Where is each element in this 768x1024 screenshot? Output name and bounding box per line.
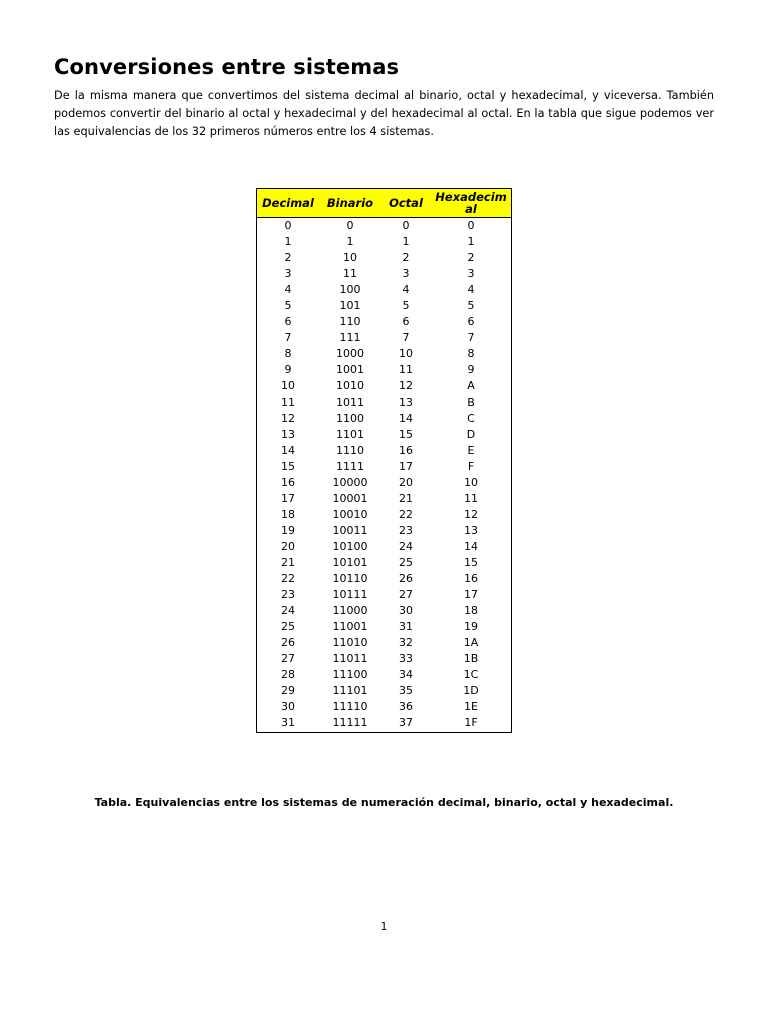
header-decimal: Decimal [257,189,320,218]
cell-octal: 31 [399,620,413,634]
cell-octal: 10 [399,347,413,361]
table-row [257,330,512,346]
cell-binario: 1101 [336,427,364,441]
cell-binario: 11111 [332,716,368,730]
cell-octal: 14 [399,411,413,425]
table-row [257,539,512,555]
table-row [257,715,512,732]
cell-hexadecimal: 9 [431,362,512,378]
table-row [257,603,512,619]
cell-octal: 22 [399,507,413,521]
cell-decimal: 0 [257,218,320,235]
cell-octal: 37 [399,716,413,730]
cell-binario: 1 [346,235,354,249]
cell-octal: 26 [399,572,413,586]
cell-octal: 0 [402,219,410,233]
cell-hexadecimal: 0 [431,218,512,235]
cell-octal: 23 [399,523,413,537]
cell-hexadecimal: E [431,443,512,459]
table-row [257,699,512,715]
cell-decimal: 3 [257,266,320,282]
page-title: Conversiones entre sistemas [54,55,400,79]
cell-octal: 15 [399,427,413,441]
cell-binario: 10101 [332,556,368,569]
table-row [257,378,512,394]
table-row [257,362,512,378]
cell-binario: 10111 [332,588,368,602]
cell-binario: 10011 [332,523,368,537]
cell-octal: 33 [399,652,413,666]
table-row [257,282,512,298]
cell-hexadecimal: D [431,427,512,443]
cell-decimal: 29 [257,683,320,699]
cell-hexadecimal: 15 [431,555,512,571]
cell-binario: 11001 [332,620,368,634]
table-row [257,555,512,571]
cell-hexadecimal: 17 [431,587,512,603]
cell-decimal: 11 [257,395,320,411]
cell-binario: 100 [339,283,361,297]
cell-octal: 7 [402,331,410,345]
cell-hexadecimal: 1A [431,635,512,651]
table-row [257,346,512,362]
cell-binario: 11011 [332,652,368,666]
cell-decimal: 5 [257,298,320,314]
cell-binario: 1100 [336,411,364,425]
cell-octal: 20 [399,475,413,489]
table-row [257,475,512,491]
cell-hexadecimal: 12 [431,507,512,523]
cell-octal: 5 [402,299,410,313]
cell-binario: 10001 [332,491,368,505]
cell-binario: 10110 [332,572,368,586]
cell-binario: 110 [339,315,361,329]
table-row [257,395,512,411]
cell-hexadecimal: C [431,411,512,427]
cell-decimal: 2 [257,250,320,266]
cell-binario: 101 [339,299,361,313]
cell-binario: 11100 [332,668,368,682]
table-row [257,619,512,635]
cell-binario: 10000 [332,475,368,489]
cell-decimal: 30 [257,699,320,715]
table-row [257,411,512,427]
cell-decimal: 24 [257,603,320,619]
cell-octal: 16 [399,443,413,457]
table-caption: Tabla. Equivalencias entre los sistemas de numeración decimal, binario, octal y hexadecimal. [94,796,674,809]
header-hexadecimal-part-2: al [465,202,477,216]
cell-octal: 21 [399,491,413,505]
cell-binario: 11110 [332,700,368,714]
cell-hexadecimal: A [431,378,512,394]
cell-hexadecimal: 10 [431,475,512,491]
cell-hexadecimal: 3 [431,266,512,282]
table-row [257,651,512,667]
cell-decimal: 7 [257,330,320,346]
cell-binario: 1110 [336,443,364,457]
table-row [257,523,512,539]
cell-decimal: 15 [257,459,320,475]
cell-binario: 1011 [336,395,364,409]
cell-octal: 24 [399,539,413,553]
cell-binario: 1111 [336,459,364,473]
cell-decimal: 19 [257,523,320,539]
table-row [257,427,512,443]
cell-decimal: 16 [257,475,320,491]
table-row [257,443,512,459]
cell-octal: 2 [402,251,410,265]
cell-hexadecimal: 1F [431,715,512,732]
cell-hexadecimal: 5 [431,298,512,314]
cell-octal: 30 [399,604,413,618]
cell-hexadecimal: 13 [431,523,512,539]
cell-octal: 27 [399,588,413,602]
cell-decimal: 31 [257,715,320,732]
cell-decimal: 22 [257,571,320,587]
cell-octal: 12 [399,379,413,393]
cell-hexadecimal: 14 [431,539,512,555]
cell-hexadecimal: 2 [431,250,512,266]
cell-octal: 6 [402,315,410,329]
cell-octal: 25 [399,556,413,569]
cell-decimal: 14 [257,443,320,459]
cell-octal: 17 [399,459,413,473]
table-row [257,507,512,523]
cell-decimal: 6 [257,314,320,330]
cell-octal: 35 [399,684,413,698]
header-hexadecimal-part-1: Hexadecim [435,190,507,204]
header-binario: Binario [319,189,381,218]
cell-decimal: 8 [257,346,320,362]
cell-decimal: 9 [257,362,320,378]
cell-octal: 3 [402,267,410,281]
cell-decimal: 28 [257,667,320,683]
cell-octal: 36 [399,700,413,714]
table-row [257,314,512,330]
cell-decimal: 20 [257,539,320,555]
table-row [257,218,512,235]
table-row [257,266,512,282]
cell-hexadecimal: 16 [431,571,512,587]
page-number: 1 [380,920,388,933]
cell-binario: 10 [343,251,357,265]
cell-binario: 11101 [332,684,368,698]
cell-decimal: 1 [257,234,320,250]
table-row [257,571,512,587]
cell-hexadecimal: 1D [431,683,512,699]
cell-binario: 11000 [332,604,368,618]
table-header-row [257,189,512,218]
table-body [257,218,512,733]
cell-binario: 111 [339,331,361,345]
cell-octal: 1 [402,235,410,249]
cell-hexadecimal: 8 [431,346,512,362]
cell-octal: 32 [399,636,413,650]
cell-hexadecimal: 1 [431,234,512,250]
cell-hexadecimal: 1E [431,699,512,715]
cell-binario: 11010 [332,636,368,650]
cell-binario: 1001 [336,363,364,377]
cell-hexadecimal: 7 [431,330,512,346]
cell-octal: 4 [402,283,410,297]
cell-binario: 1010 [336,379,364,393]
cell-binario: 11 [343,267,357,281]
cell-hexadecimal: 11 [431,491,512,507]
cell-binario: 10100 [332,539,368,553]
cell-decimal: 17 [257,491,320,507]
cell-decimal: 10 [257,378,320,394]
table-row [257,298,512,314]
cell-decimal: 4 [257,282,320,298]
cell-decimal: 25 [257,619,320,635]
cell-hexadecimal: 4 [431,282,512,298]
cell-decimal: 12 [257,411,320,427]
header-hexadecimal [431,189,512,218]
cell-hexadecimal: 1C [431,667,512,683]
intro-paragraph: De la misma manera que convertimos del sistema decimal al binario, octal y hexadecimal, y viceversa. También podemos convertir del binario al octal y hexadecimal y del hexadecimal al octal. En la tabla que sigue podemos ver las equivalencias de los 32 primeros números entre los 4 sistemas. [54,89,714,138]
conversion-table [256,188,512,733]
header-octal: Octal [381,189,431,218]
cell-binario: 0 [346,219,354,233]
cell-binario: 10010 [332,507,368,521]
cell-decimal: 13 [257,427,320,443]
cell-hexadecimal: F [431,459,512,475]
cell-hexadecimal: 19 [431,619,512,635]
cell-hexadecimal: B [431,395,512,411]
table-row [257,683,512,699]
cell-hexadecimal: 18 [431,603,512,619]
cell-octal: 13 [399,395,413,409]
table-row [257,635,512,651]
cell-octal: 11 [399,363,413,377]
table-row [257,667,512,683]
cell-decimal: 26 [257,635,320,651]
table-row [257,250,512,266]
cell-hexadecimal: 1B [431,651,512,667]
cell-octal: 34 [399,668,413,682]
table-row [257,587,512,603]
table-row [257,234,512,250]
table-row [257,459,512,475]
table-row [257,491,512,507]
cell-binario: 1000 [336,347,364,361]
cell-hexadecimal: 6 [431,314,512,330]
cell-decimal: 27 [257,651,320,667]
cell-decimal: 21 [257,555,320,571]
cell-decimal: 18 [257,507,320,523]
cell-decimal: 23 [257,587,320,603]
